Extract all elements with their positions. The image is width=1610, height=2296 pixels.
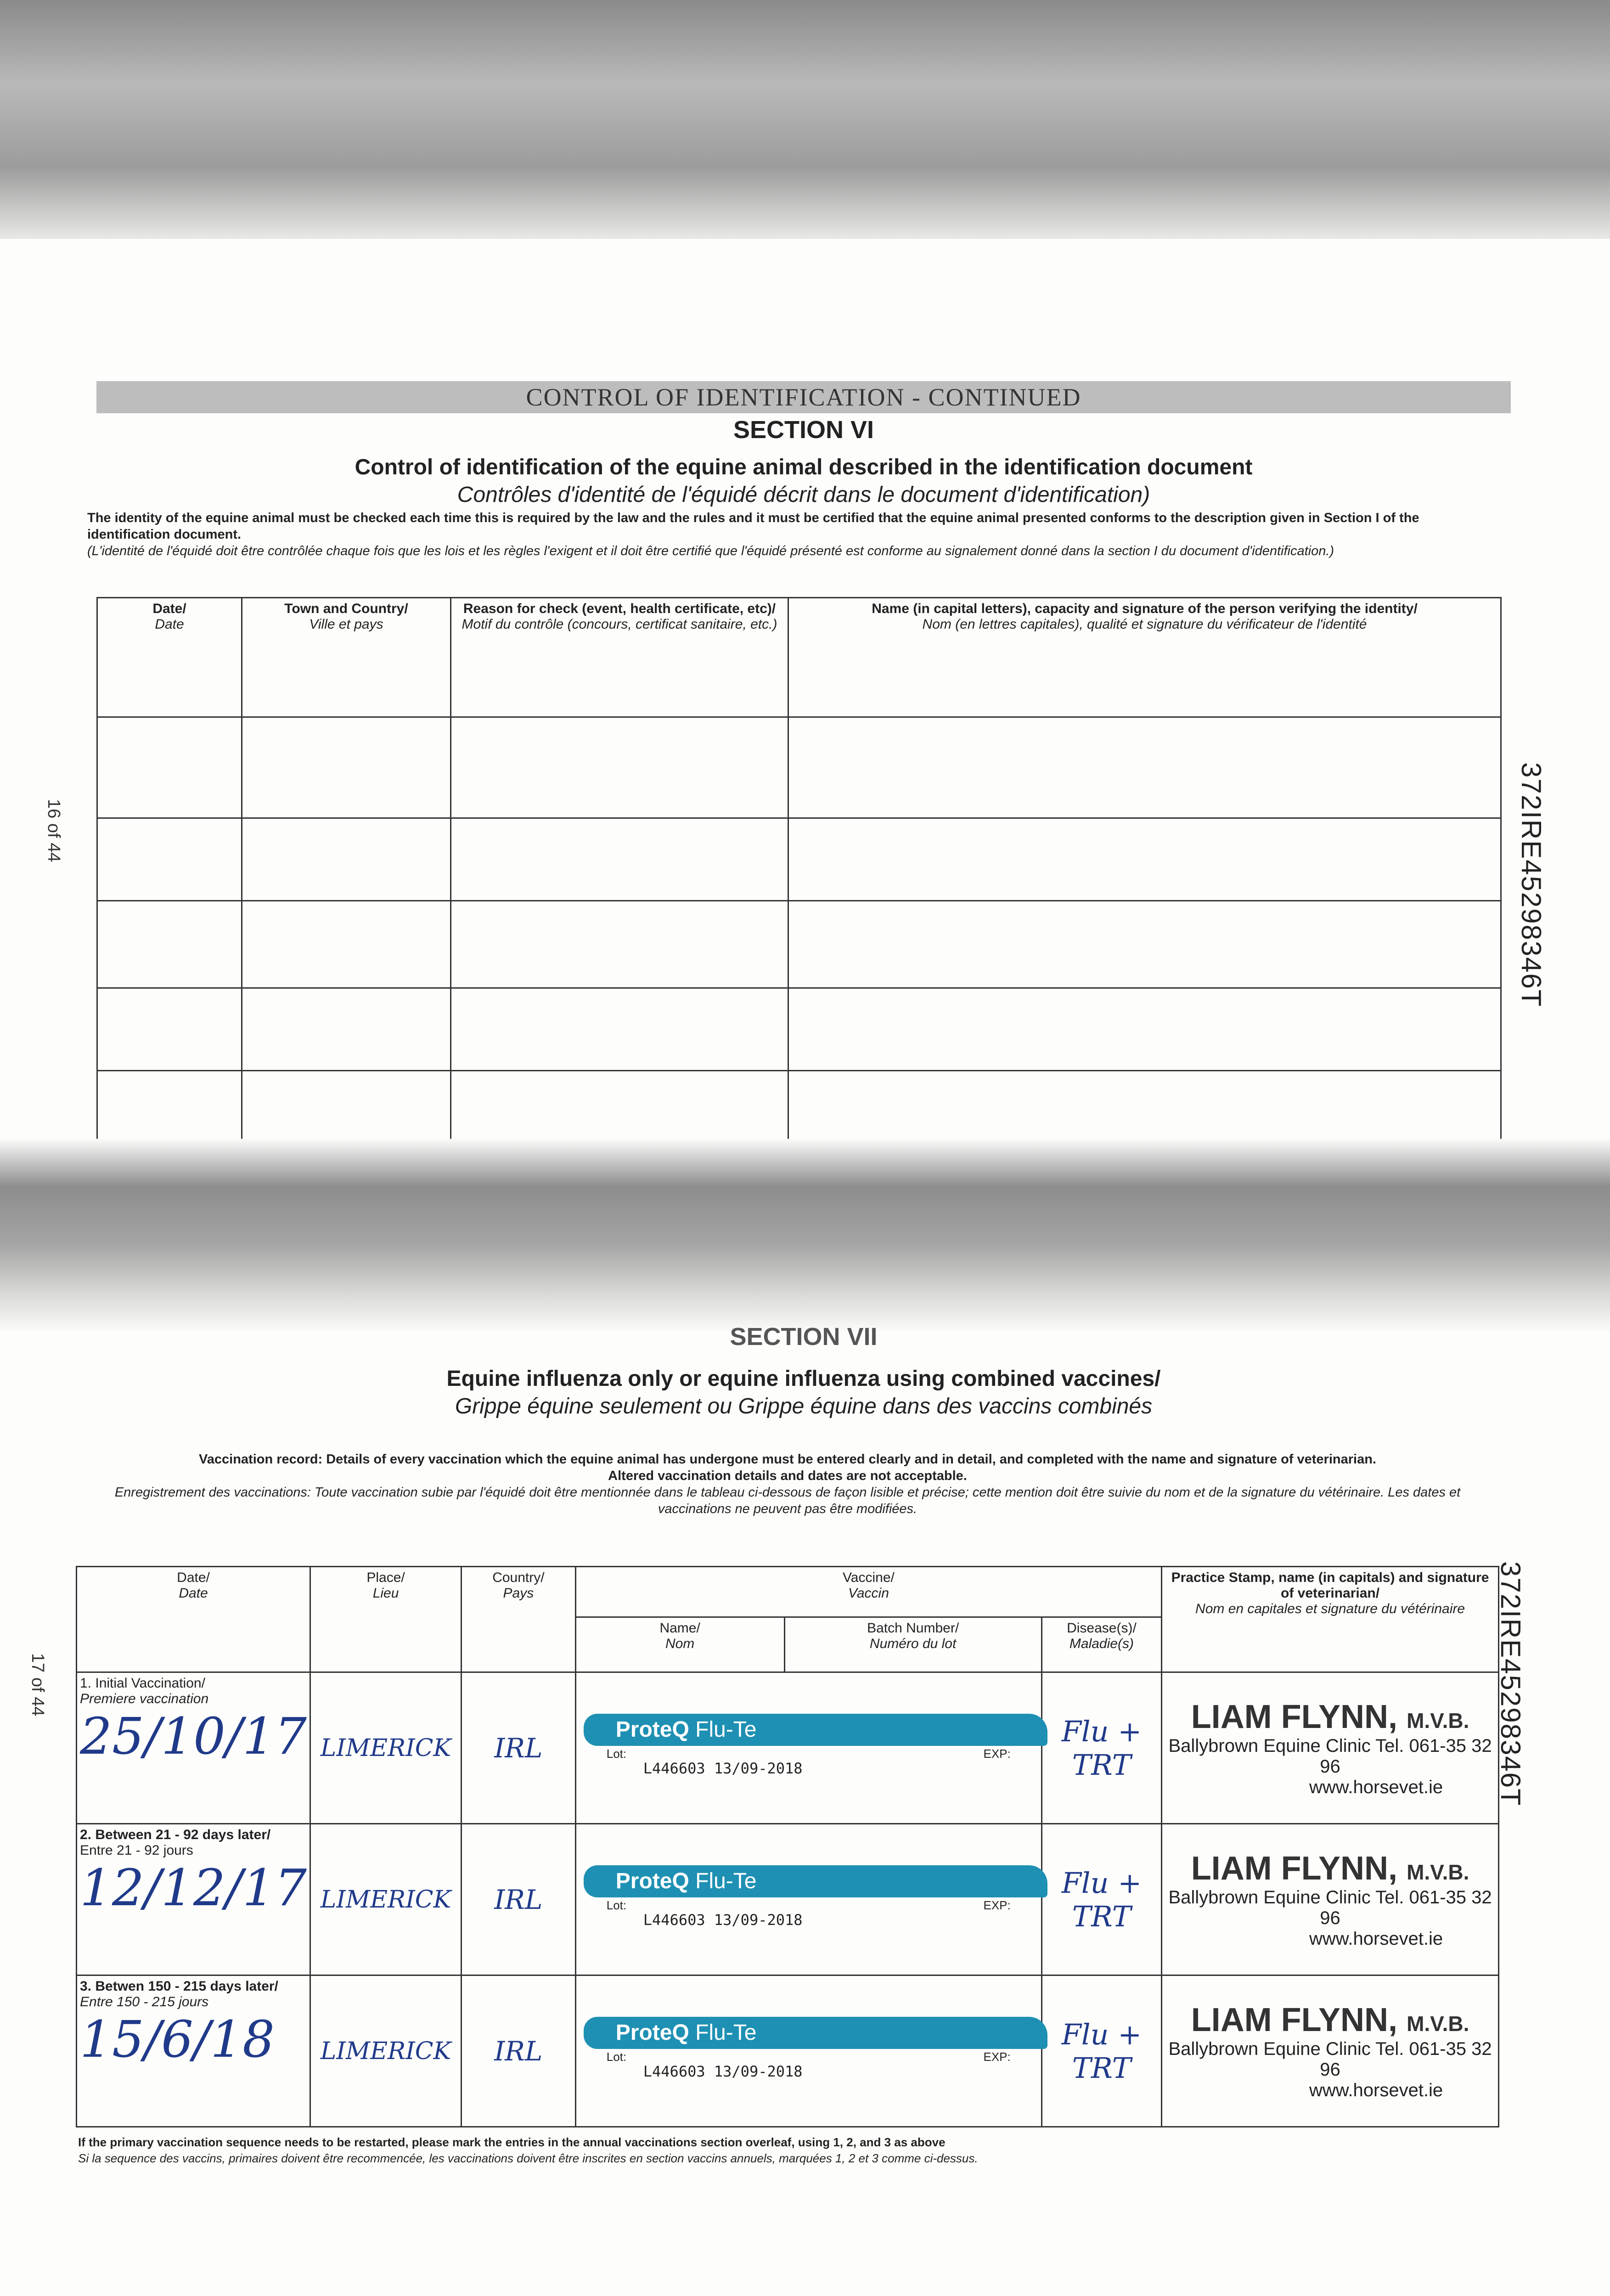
footer-note-fr: Si la sequence des vaccins, primaires doivent être recommencée, les vaccinations doivent être inscrites en section vaccins annuels, marquées 1, 2 et 3 comme ci-dessus. bbox=[78, 2151, 978, 2165]
row3-date: 15/6/18 bbox=[80, 2010, 275, 2069]
row3-place: LIMERICK bbox=[310, 1975, 462, 2127]
identification-check-table bbox=[96, 597, 1502, 1140]
row1-vet-stamp: LIAM FLYNN, M.V.B. Ballybrown Equine Clinic Tel. 061-35 32 96 www.horsevet.ie bbox=[1162, 1672, 1499, 1824]
table-row bbox=[97, 818, 1501, 901]
table-row bbox=[97, 988, 1501, 1071]
row2-disease: Flu + TRT bbox=[1041, 1824, 1161, 1975]
row2-place: LIMERICK bbox=[310, 1824, 462, 1975]
col-reason: Reason for check (event, health certificate, etc)/ Motif du contrôle (concours, certificat sanitaire, etc.) bbox=[451, 598, 788, 717]
section7-title-en: Equine influenza only or equine influenza using combined vaccines/ bbox=[446, 1367, 1161, 1391]
col-stamp: Practice Stamp, name (in capitals) and signature of veterinarian/ Nom en capitales et signature du vétérinaire bbox=[1162, 1567, 1499, 1672]
document-number-top: 372IRE45298346T bbox=[1516, 762, 1547, 1007]
row1-place: LIMERICK bbox=[310, 1672, 462, 1824]
row1-country: IRL bbox=[462, 1672, 576, 1824]
section6-intro-en: The identity of the equine animal must be checked each time this is required by the law and the rules and it must be certified that the equine animal presented conforms to the description given in Section I of the identification document. bbox=[87, 511, 1419, 542]
row3-country: IRL bbox=[462, 1975, 576, 2127]
col-place: Place/ Lieu bbox=[310, 1567, 462, 1672]
scan-shadow-top bbox=[0, 0, 1610, 239]
row1-date: 25/10/17 bbox=[80, 1707, 307, 1766]
section6-intro bbox=[87, 510, 1488, 559]
row3-vaccine-label: ProteQ Flu-Te Lot: EXP: L446603 13/09-2018 bbox=[575, 1975, 1041, 2127]
row3-date-cell: 3. Betwen 150 - 215 days later/ Entre 150 - 215 jours 15/6/18 bbox=[77, 1975, 310, 2127]
col-town-country: Town and Country/ Ville et pays bbox=[242, 598, 451, 717]
section7-intro-en2: Altered vaccination details and dates are not acceptable. bbox=[608, 1469, 967, 1483]
table-row bbox=[77, 1975, 1499, 2127]
row2-country: IRL bbox=[462, 1824, 576, 1975]
page-number-17: 17 of 44 bbox=[28, 1653, 47, 1716]
page-number-16: 16 of 44 bbox=[44, 799, 63, 862]
row2-vet-stamp: LIAM FLYNN, M.V.B. Ballybrown Equine Clinic Tel. 061-35 32 96 www.horsevet.ie bbox=[1162, 1824, 1499, 1975]
section7-heading: SECTION VII bbox=[730, 1323, 878, 1351]
section6-intro-fr: (L'identité de l'équidé doit être contrôlée chaque fois que les lois et les règles l'exigent et il doit être certifié que l'équidé présenté est conforme au signalement donné dans la section I du document d'identification.) bbox=[87, 544, 1334, 558]
col-batch: Batch Number/ Numéro du lot bbox=[784, 1617, 1041, 1672]
table-row bbox=[97, 901, 1501, 988]
row3-disease: Flu + TRT bbox=[1041, 1975, 1161, 2127]
section6-title-en: Control of identification of the equine animal described in the identification document bbox=[355, 455, 1253, 479]
row3-vet-stamp: LIAM FLYNN, M.V.B. Ballybrown Equine Clinic Tel. 061-35 32 96 www.horsevet.ie bbox=[1162, 1975, 1499, 2127]
table-row bbox=[77, 1824, 1499, 1975]
col-country: Country/ Pays bbox=[462, 1567, 576, 1672]
section6-title-fr: Contrôles d'identité de l'équidé décrit dans le document d'identification) bbox=[457, 483, 1150, 507]
section7-intro-fr: Enregistrement des vaccinations: Toute vaccination subie par l'équidé doit être mentionnée dans le tableau ci-dessous de façon lisible et précise; cette mention doit être suivie du nom et de la signature du vétérinaire. Les dates et vaccinations ne peuvent pas être modifiées. bbox=[114, 1485, 1461, 1516]
vaccination-table bbox=[76, 1566, 1499, 2127]
col-disease: Disease(s)/ Maladie(s) bbox=[1041, 1617, 1161, 1672]
col-verifier: Name (in capital letters), capacity and signature of the person verifying the identity/ Nom (en lettres capitales), qualité et signature du vérificateur de l'identité bbox=[788, 598, 1501, 717]
footer-note-en: If the primary vaccination sequence needs to be restarted, please mark the entries in the annual vaccinations section overleaf, using 1, 2, and 3 as above bbox=[78, 2135, 946, 2149]
section7-intro-en: Vaccination record: Details of every vaccination which the equine animal has undergone must be entered clearly and in detail, and completed with the name and signature of veterinarian. bbox=[199, 1452, 1376, 1467]
scan-fold-shadow bbox=[0, 1139, 1610, 1332]
section6-banner: CONTROL OF IDENTIFICATION - CONTINUED bbox=[96, 381, 1511, 413]
section7-intro bbox=[87, 1451, 1488, 1517]
row2-vaccine-label: ProteQ Flu-Te Lot: EXP: L446603 13/09-2018 bbox=[575, 1824, 1041, 1975]
row1-vaccine-label: ProteQ Flu-Te Lot: EXP: L446603 13/09-2018 bbox=[575, 1672, 1041, 1824]
row2-date-cell: 2. Between 21 - 92 days later/ Entre 21 - 92 jours 12/12/17 bbox=[77, 1824, 310, 1975]
row2-date: 12/12/17 bbox=[80, 1858, 307, 1917]
document-number-bottom: 372IRE45298346T bbox=[1495, 1561, 1526, 1806]
table-row bbox=[97, 1071, 1501, 1140]
table-row bbox=[97, 717, 1501, 818]
col-vaccine-name: Name/ Nom bbox=[575, 1617, 784, 1672]
row1-date-cell: 1. Initial Vaccination/ Premiere vaccination 25/10/17 bbox=[77, 1672, 310, 1824]
col-date: Date/ Date bbox=[97, 598, 242, 717]
section6-heading: SECTION VI bbox=[733, 416, 874, 444]
section7-title-fr: Grippe équine seulement ou Grippe équine dans des vaccins combinés bbox=[455, 1394, 1153, 1418]
col-vaccine: Vaccine/ Vaccin bbox=[575, 1567, 1161, 1617]
col-date: Date/ Date bbox=[77, 1567, 310, 1672]
table-row bbox=[77, 1672, 1499, 1824]
row1-disease: Flu + TRT bbox=[1041, 1672, 1161, 1824]
